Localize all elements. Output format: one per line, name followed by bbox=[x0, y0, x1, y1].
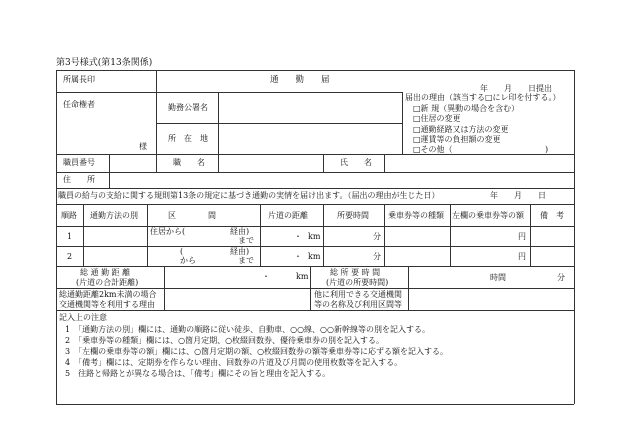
row2-from: ( bbox=[180, 247, 184, 256]
appointer-label: 任命権者 bbox=[63, 100, 95, 109]
col-section: 区 間 bbox=[168, 211, 216, 220]
reason-option-address[interactable]: □住居の変更 bbox=[413, 114, 461, 123]
row2-via: 経由) bbox=[230, 247, 250, 256]
row2-min: 分 bbox=[373, 252, 381, 261]
form-number: 第3号様式(第13条関係) bbox=[56, 58, 153, 68]
under2km-reason-2: 交通機関等を利用する理由 bbox=[59, 300, 155, 309]
form-title: 通 勤 届 bbox=[270, 75, 330, 85]
reason-option-other[interactable]: □その他（ bbox=[413, 145, 453, 154]
note-5: 5 往路と帰路とが異なる場合は、「備考」欄にその旨と理由を記入する。 bbox=[65, 369, 331, 378]
total-distance-label: 総 通 勤 距 離 bbox=[80, 268, 131, 277]
col-distance: 片道の距離 bbox=[268, 211, 308, 220]
col-method: 通勤方法の別 bbox=[90, 211, 138, 220]
col-remarks: 備 考 bbox=[540, 211, 564, 220]
row1-from: 住居から( bbox=[150, 227, 186, 236]
row2-to: まで bbox=[238, 256, 254, 265]
declaration-text: 職員の給与の支給に関する規則第13条の規定に基づき通勤の実情を届け出ます。（届出の理由が生じた日） bbox=[58, 191, 440, 200]
row1-via: 経由) bbox=[230, 227, 250, 236]
row2-yen: 円 bbox=[518, 252, 526, 261]
col-ticket-type: 乗車券等の種類 bbox=[388, 211, 444, 220]
other-transport-1: 他に利用できる交通機関 bbox=[314, 290, 402, 299]
note-4: 4 「備考」欄には、定期券を作らない理由、回数券の片道及び月間の使用枚数等を記入する。 bbox=[65, 358, 403, 367]
row2-from2: から bbox=[180, 256, 196, 265]
note-1: 1 「通勤方法の別」欄には、通勤の順路に従い徒歩、自動車、○○線、○○新幹線等の別を記入する。 bbox=[65, 325, 431, 334]
reason-option-route[interactable]: □通勤経路又は方法の変更 bbox=[413, 125, 509, 134]
row1-to: まで bbox=[238, 236, 254, 245]
row1-min: 分 bbox=[373, 232, 381, 241]
reason-option-fare[interactable]: □運賃等の負担額の変更 bbox=[413, 135, 501, 144]
row1-km: km bbox=[308, 232, 321, 241]
row2-order: 2 bbox=[67, 252, 73, 261]
row1-order: 1 bbox=[67, 232, 73, 241]
row1-dot: ・ bbox=[294, 232, 302, 241]
row1-yen: 円 bbox=[518, 232, 526, 241]
other-transport-2: 等の名称及び利用区間等 bbox=[314, 300, 402, 309]
location-label: 所 在 地 bbox=[168, 134, 208, 143]
stamp-label: 所属長印 bbox=[63, 75, 95, 84]
notes-header: 記入上の注意 bbox=[59, 313, 107, 322]
row2-km: km bbox=[308, 252, 321, 261]
total-time-label: 総 所 要 時 間 bbox=[330, 268, 381, 277]
total-time-sub: (片道の所要時間) bbox=[326, 278, 389, 287]
note-3: 3 「左欄の乗車券等の額」欄には、○箇月定期の額、○枚綴回数券の額等乗車券等に応ずる額を記入する。 bbox=[65, 347, 449, 356]
name-label: 氏 名 bbox=[340, 158, 372, 167]
col-order: 順路 bbox=[61, 211, 77, 220]
total-distance-sub: (片道の合計距離) bbox=[76, 278, 139, 287]
col-ticket-amount: 左欄の乗車券等の額 bbox=[452, 211, 524, 220]
declaration-date: 年 月 日 bbox=[490, 191, 546, 200]
submission-date: 年 月 日提出 bbox=[480, 84, 552, 93]
total-distance-dot: ・ bbox=[262, 272, 270, 281]
honorific: 様 bbox=[139, 142, 147, 151]
col-time: 所要時間 bbox=[337, 211, 369, 220]
employee-number-label: 職員番号 bbox=[63, 158, 95, 167]
reason-other-close: ) bbox=[545, 145, 549, 154]
total-time-min: 分 bbox=[557, 273, 565, 282]
job-title-label: 職 名 bbox=[173, 158, 205, 167]
workplace-name-label: 勤務公署名 bbox=[168, 103, 208, 112]
total-time-hours: 時間 bbox=[490, 273, 506, 282]
address-label: 住 所 bbox=[63, 175, 95, 184]
under2km-reason-1: 総通勤距離2km未満の場合 bbox=[59, 290, 157, 299]
reason-header: 届出の理由（該当する□にレ印を付する。） bbox=[405, 93, 561, 102]
total-distance-unit: km bbox=[296, 272, 309, 281]
reason-option-new[interactable]: □新 規（異動の場合を含む） bbox=[413, 104, 520, 113]
note-2: 2 「乗車券等の種類」欄には、○箇月定期、○枚綴回数券、優待乗車券の別を記入する。 bbox=[65, 336, 385, 345]
row2-dot: ・ bbox=[294, 252, 302, 261]
